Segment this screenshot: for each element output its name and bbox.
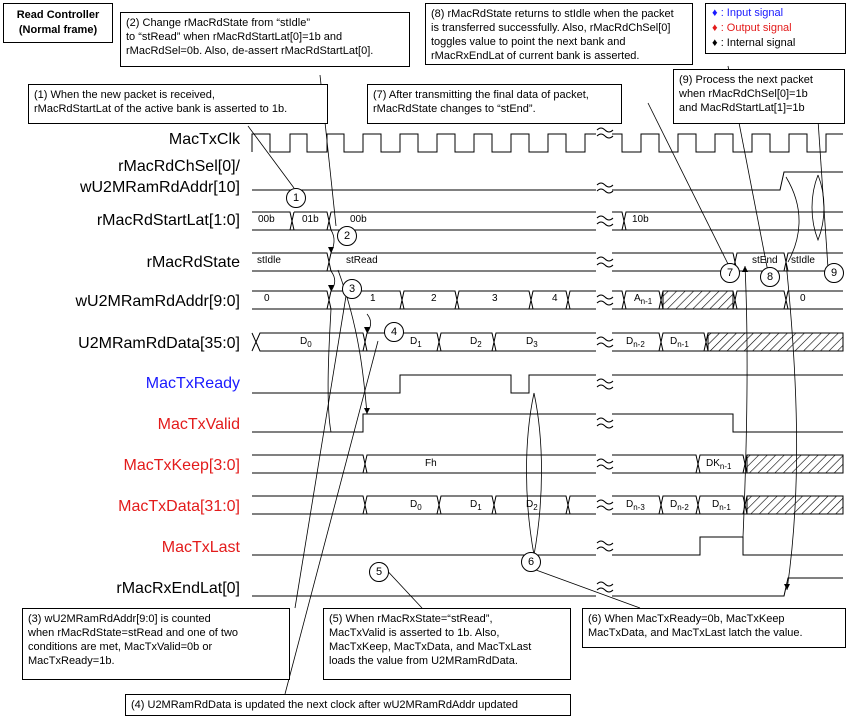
rddata-val-dn1: $D_{n-1}$ (670, 336, 689, 349)
txdata-val-dn3: $D_{n-3}$ (626, 499, 645, 512)
title-line-1: Read Controller (16, 9, 100, 21)
signal-rmacrdchsel: rMacRdChSel[0]/ (118, 158, 240, 175)
note-6: (6) When MacTxReady=0b, MacTxKeep MacTxData, and MacTxLast latch the value. (582, 608, 846, 648)
internal-bullet-icon: ♦ (712, 37, 718, 49)
marker-6: 6 (521, 552, 541, 572)
startlat-val-2: 00b (350, 214, 367, 225)
marker-7: 7 (720, 263, 740, 283)
state-val-1: stRead (346, 255, 378, 266)
note-9: (9) Process the next packet when rMacRdChSel[0]=1b and MacRdStartLat[1]=1b (673, 69, 845, 124)
addr-val-2: 2 (431, 293, 437, 304)
marker-1: 1 (286, 188, 306, 208)
state-val-2: stEnd (752, 255, 778, 266)
addr-bus (252, 291, 843, 309)
marker-9: 9 (824, 263, 844, 283)
marker-3: 3 (342, 279, 362, 299)
keep-val-dk: $DK_{n-1}$ (706, 458, 732, 471)
addr-val-0b: 0 (800, 293, 806, 304)
note-8: (8) rMacRdState returns to stIdle when the packet is transferred successfully. Also, rMacRdChSel[0] toggles value to point the next bank and rMacRxEndLat of current bank is asserted. (425, 3, 693, 65)
note-3: (3) wU2MRamRdAddr[9:0] is counted when rMacRdState=stRead and one of two conditions are met, MacTxValid=0b or MacTxReady=1b. (22, 608, 290, 680)
marker-5: 5 (369, 562, 389, 582)
note-1: (1) When the new packet is received, rMacRdStartLat of the active bank is asserted to 1b. (28, 84, 328, 124)
leader-1 (248, 126, 294, 188)
leader-6 (536, 570, 640, 608)
signal-wu2mramrdaddr: wU2MRamRdAddr[9:0] (75, 293, 240, 310)
signal-mactxdata: MacTxData[31:0] (118, 498, 240, 515)
marker-2: 2 (337, 226, 357, 246)
signal-rmacrdstate: rMacRdState (146, 254, 240, 271)
state-val-0: stIdle (257, 255, 281, 266)
txdata-val-d0: $D_0$ (410, 499, 422, 512)
txdata-val-d2: $D_2$ (526, 499, 538, 512)
arrow-valid-addr (328, 309, 331, 432)
arrow-state-chsel (786, 177, 799, 262)
signal-mactxkeep: MacTxKeep[3:0] (123, 457, 240, 474)
arrow-state-rxend (786, 262, 797, 590)
signal-u2mramrddata: U2MRamRdData[35:0] (78, 335, 240, 352)
signal-mactxvalid: MacTxValid (157, 416, 240, 433)
note-4: (4) U2MRamRdData is updated the next clock after wU2MRamRdAddr updated (125, 694, 571, 716)
rddata-val-d1: $D_1$ (410, 336, 422, 349)
addr-val-0: 0 (264, 293, 270, 304)
chsel-wave (252, 172, 843, 190)
rddata-val-d3: $D_3$ (526, 336, 538, 349)
rxendlat-wave (252, 578, 843, 596)
signal-rmacrdstartlat: rMacRdStartLat[1:0] (96, 212, 240, 229)
break-mark (597, 128, 613, 592)
ready-wave (252, 375, 843, 393)
marker-4: 4 (384, 322, 404, 342)
addr-val-1: 1 (370, 293, 376, 304)
note-2: (2) Change rMacRdState from “stIdle” to “stRead” when rMacRdStartLat[0]=1b and rMacRdSel=0b. Also, de-assert rMacRdStartLat[0]. (120, 12, 410, 67)
txdata-val-dn1: $D_{n-1}$ (712, 499, 731, 512)
addr-val-a: $A_{n-1}$ (634, 293, 653, 306)
rddata-val-d2: $D_2$ (470, 336, 482, 349)
addr-val-4: 4 (552, 293, 558, 304)
rddata-val-dn2: $D_{n-2}$ (626, 336, 645, 349)
rddata-val-d0: $D_0$ (300, 336, 312, 349)
signal-wu2mramrdaddr10: wU2MRamRdAddr[10] (79, 179, 240, 196)
legend-internal-text: : Internal signal (720, 37, 796, 49)
signal-rmacrxendlat: rMacRxEndLat[0] (116, 580, 240, 597)
signal-mactxready: MacTxReady (145, 375, 240, 392)
keep-val-fh: Fh (425, 458, 437, 469)
addr-val-3: 3 (492, 293, 498, 304)
legend-output-text: : Output signal (720, 22, 792, 34)
ellipse-6 (527, 393, 542, 555)
signal-mactxclk: MacTxClk (168, 131, 240, 148)
state-val-3: stIdle (791, 255, 815, 266)
marker-8: 8 (760, 267, 780, 287)
last-wave (252, 537, 843, 555)
legend-input-text: : Input signal (720, 7, 784, 19)
note-5: (5) When rMacRxState=“stRead”, MacTxValid is asserted to 1b. Also, MacTxKeep, MacTxData, and MacTxLast loads the value from U2MRamRdData. (323, 608, 571, 680)
startlat-val-0: 00b (258, 214, 275, 225)
clk-wave (252, 134, 843, 152)
startlat-val-3: 10b (632, 214, 649, 225)
startlat-val-1: 01b (302, 214, 319, 225)
title-line-2: (Normal frame) (18, 24, 98, 36)
leader-7 (648, 103, 730, 268)
note-7: (7) After transmitting the final data of packet, rMacRdState changes to “stEnd”. (367, 84, 622, 124)
signal-mactxlast: MacTxLast (161, 539, 240, 556)
txdata-val-dn2: $D_{n-2}$ (670, 499, 689, 512)
txdata-val-d1: $D_1$ (470, 499, 482, 512)
valid-wave (252, 414, 843, 432)
output-bullet-icon: ♦ (712, 22, 718, 34)
input-bullet-icon: ♦ (712, 7, 718, 19)
